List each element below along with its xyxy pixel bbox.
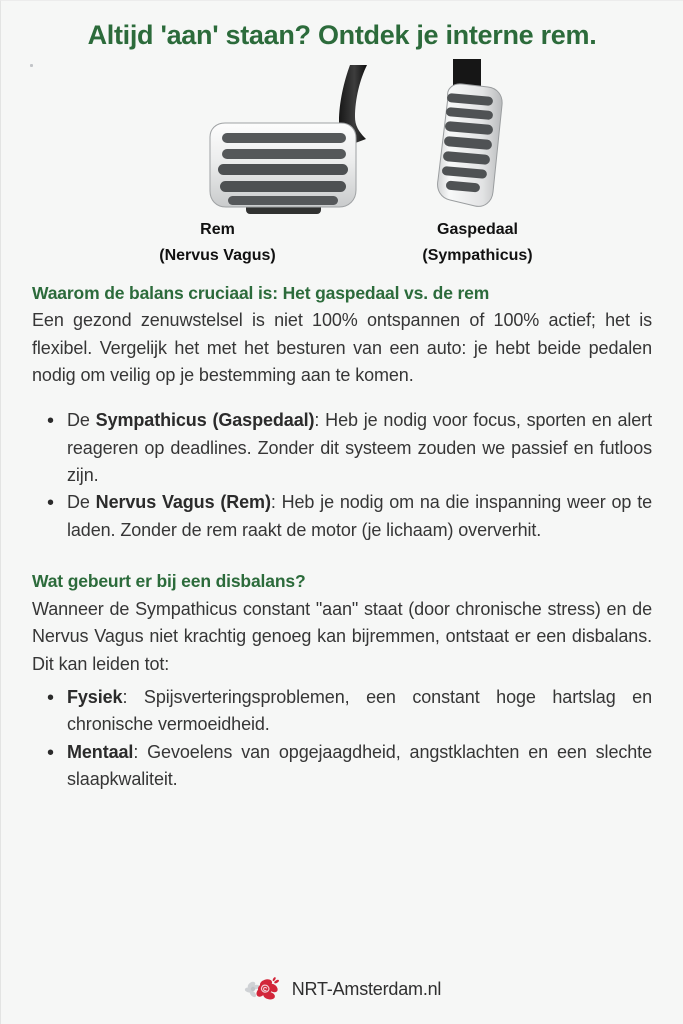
pedal-illustration <box>1 55 683 270</box>
page-title: Altijd 'aan' staan? Ontdek je interne rem. <box>87 20 597 50</box>
article-content <box>1 270 683 794</box>
brake-pedal-icon <box>198 63 388 223</box>
section-paragraph-disbalans: Wanneer de Sympathicus constant "aan" staat (door chronische stress) en de Nervus Vagus niet krachtig genoeg kan bijremmen, ontstaat er een disbalans. Dit kan leiden tot: <box>32 598 652 674</box>
bullet-list-systems <box>32 407 652 544</box>
brake-pedal-svg <box>198 63 388 223</box>
list-item <box>32 739 652 794</box>
list-item <box>32 489 652 544</box>
gas-pedal-svg <box>419 59 539 224</box>
brake-pedal-label <box>1 217 342 270</box>
bullet-rest: : Gevoelens van opgejaagdheid, angstklachten en een slechte slaapkwaliteit. <box>67 741 652 789</box>
list-item <box>32 407 652 489</box>
bullet-lead-bold: Nervus Vagus (Rem) <box>95 492 271 513</box>
bullet-rest: : Heb je nodig voor focus, sporten en alert reageren op deadlines. Zonder dit systeem zouden we passief en futloos zijn. <box>67 410 652 486</box>
pedal-stage <box>1 55 683 220</box>
gas-label-name: Gaspedaal <box>437 220 518 238</box>
section-paragraph-balans: Een gezond zenuwstelsel is niet 100% ontspannen of 100% actief; het is flexibel. Vergelijk het met het besturen van een auto: je hebt beide pedalen nodig om veilig op je bestemming aan te komen. <box>32 310 652 386</box>
gas-label-sub: (Sympathicus) <box>422 247 533 265</box>
section-heading-disbalans: Wat gebeurt er bij een disbalans? <box>32 571 306 592</box>
brake-label-name: Rem <box>200 220 235 238</box>
bullet-lead-plain: De <box>67 492 96 513</box>
footer-brand <box>1 976 683 1002</box>
bullet-lead-bold: Sympathicus (Gaspedaal) <box>95 410 315 431</box>
rose-logo-icon <box>243 976 283 1002</box>
brand-name: NRT-Amsterdam.nl <box>291 978 442 999</box>
pedal-labels <box>1 217 683 270</box>
bullet-list-symptoms <box>32 684 652 793</box>
gas-pedal-label <box>342 217 683 270</box>
gas-pedal-icon <box>419 59 539 224</box>
bullet-lead-plain: De <box>67 410 96 431</box>
list-item <box>32 684 652 739</box>
section-heading-balans: Waarom de balans cruciaal is: Het gaspedaal vs. de rem <box>32 282 490 303</box>
bullet-lead-bold: Mentaal <box>67 741 134 762</box>
brake-label-sub: (Nervus Vagus) <box>159 247 276 265</box>
header <box>1 1 683 51</box>
bullet-rest: : Spijsverteringsproblemen, een constant hoge hartslag en chronische vermoeidheid. <box>67 686 652 735</box>
bullet-rest: : Heb je nodig om na die inspanning weer op te laden. Zonder de rem raakt de motor (je lichaam) oververhit. <box>67 492 653 540</box>
rose-logo-svg <box>243 976 283 1002</box>
bullet-lead-bold: Fysiek <box>67 686 123 707</box>
